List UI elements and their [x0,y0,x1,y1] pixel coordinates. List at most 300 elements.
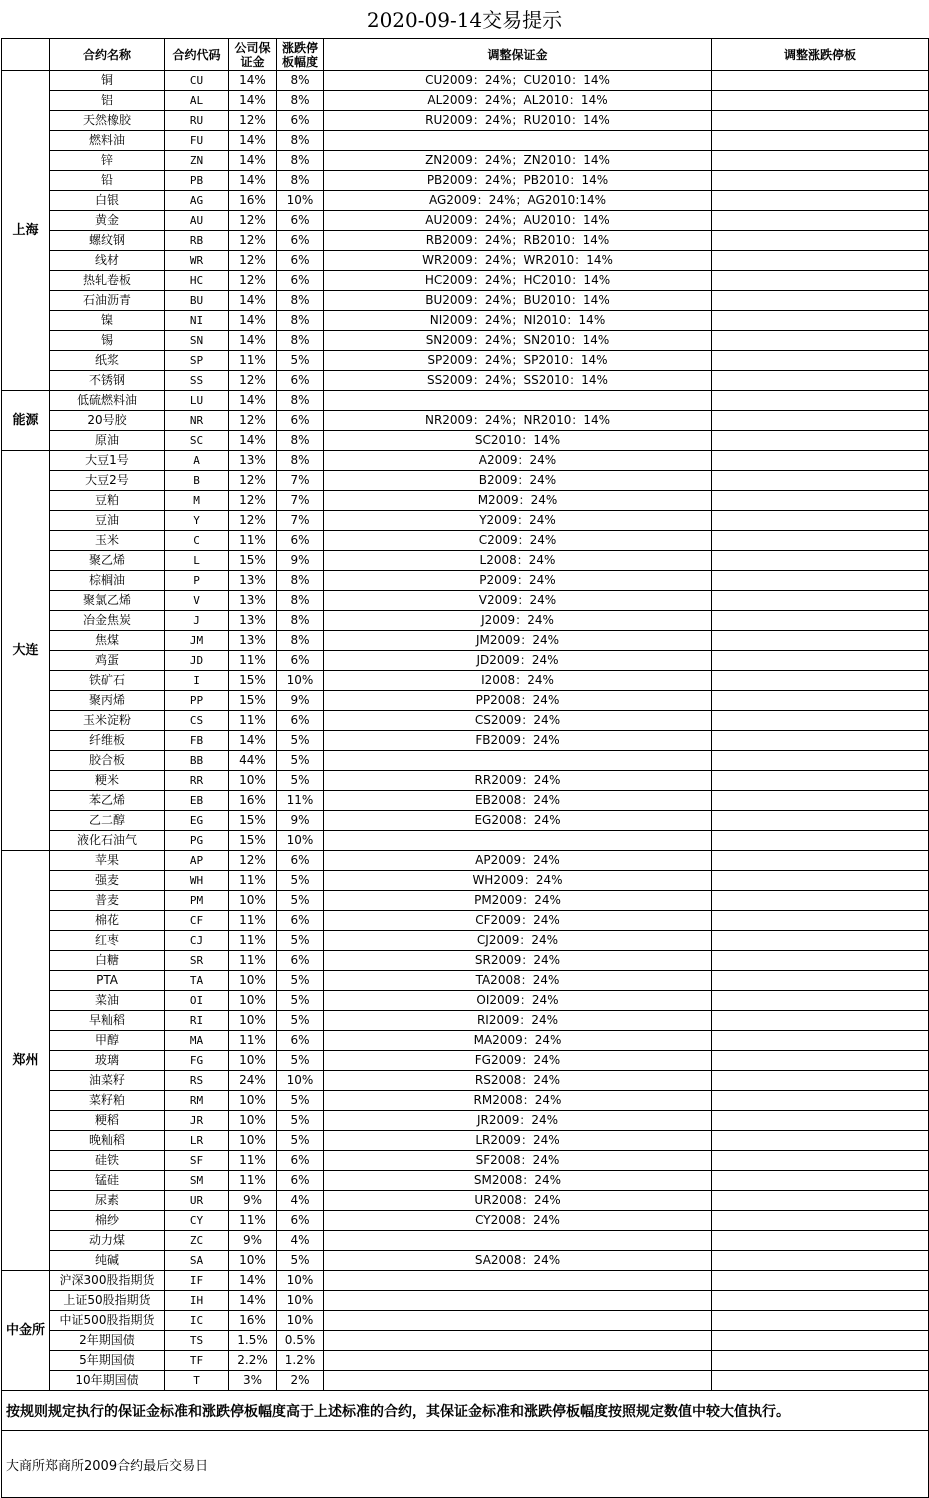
limit-range-cell: 8% [277,631,324,651]
adjusted-margin-cell: CY2008：24% [324,1211,712,1231]
contract-name-cell: 纯碱 [50,1251,165,1271]
table-row [2,811,929,831]
adjusted-margin-cell: EB2008：24% [324,791,712,811]
company-margin-cell: 14% [229,431,277,451]
limit-range-cell: 6% [277,531,324,551]
limit-range-cell: 6% [277,911,324,931]
adjusted-margin-cell: L2008：24% [324,551,712,571]
contract-name-cell: 上证50股指期货 [50,1291,165,1311]
adjusted-margin-cell: JM2009：24% [324,631,712,651]
contract-name-cell: 红枣 [50,931,165,951]
adjusted-margin-cell: PB2009：24%；PB2010：14% [324,171,712,191]
contract-code-cell: RU [165,111,229,131]
contract-code-cell: M [165,491,229,511]
limit-range-cell: 8% [277,451,324,471]
contract-code-cell: FG [165,1051,229,1071]
header-limit-range: 涨跌停板幅度 [277,39,324,71]
contract-code-cell: NR [165,411,229,431]
adjusted-margin-cell: SA2008：24% [324,1251,712,1271]
company-margin-cell: 11% [229,1171,277,1191]
adjusted-margin-cell: OI2009：24% [324,991,712,1011]
limit-range-cell: 10% [277,1271,324,1291]
adjusted-limit-cell [712,671,929,691]
adjusted-margin-cell: B2009：24% [324,471,712,491]
limit-range-cell: 5% [277,871,324,891]
table-row [2,571,929,591]
adjusted-margin-cell [324,131,712,151]
contract-name-cell: 镍 [50,311,165,331]
table-row [2,211,929,231]
adjusted-margin-cell [324,751,712,771]
header-adjusted-margin: 调整保证金 [324,39,712,71]
company-margin-cell: 3% [229,1371,277,1391]
contract-name-cell: 热轧卷板 [50,271,165,291]
limit-range-cell: 6% [277,411,324,431]
adjusted-limit-cell [712,491,929,511]
contract-name-cell: 锰硅 [50,1171,165,1191]
limit-range-cell: 5% [277,771,324,791]
adjusted-margin-cell: SM2008：24% [324,1171,712,1191]
adjusted-margin-cell: CS2009：24% [324,711,712,731]
contract-code-cell: CY [165,1211,229,1231]
contract-code-cell: V [165,591,229,611]
contract-name-cell: 焦煤 [50,631,165,651]
contract-code-cell: SA [165,1251,229,1271]
table-row [2,111,929,131]
company-margin-cell: 14% [229,1291,277,1311]
contract-name-cell: 20号胶 [50,411,165,431]
contract-code-cell: RM [165,1091,229,1111]
adjusted-limit-cell [712,371,929,391]
adjusted-limit-cell [712,1031,929,1051]
adjusted-limit-cell [712,1071,929,1091]
limit-range-cell: 8% [277,171,324,191]
adjusted-margin-cell: WR2009：24%；WR2010：14% [324,251,712,271]
contract-name-cell: 5年期国债 [50,1351,165,1371]
table-row [2,951,929,971]
contract-code-cell: JD [165,651,229,671]
limit-range-cell: 9% [277,691,324,711]
header-contract-name: 合约名称 [50,39,165,71]
limit-range-cell: 8% [277,291,324,311]
table-row [2,1011,929,1031]
contract-name-cell: 液化石油气 [50,831,165,851]
company-margin-cell: 14% [229,91,277,111]
header-adjusted-limit: 调整涨跌停板 [712,39,929,71]
table-row [2,71,929,91]
contract-name-cell: 硅铁 [50,1151,165,1171]
table-row [2,1231,929,1251]
limit-range-cell: 5% [277,971,324,991]
contract-code-cell: MA [165,1031,229,1051]
adjusted-limit-cell [712,291,929,311]
table-row [2,251,929,271]
adjusted-margin-cell: BU2009：24%；BU2010：14% [324,291,712,311]
contract-name-cell: 锡 [50,331,165,351]
page-title: 2020-09-14交易提示 [366,8,563,32]
adjusted-limit-cell [712,831,929,851]
adjusted-limit-cell [712,91,929,111]
company-margin-cell: 11% [229,1151,277,1171]
limit-range-cell: 6% [277,1031,324,1051]
adjusted-margin-cell: FG2009：24% [324,1051,712,1071]
adjusted-margin-cell: SF2008：24% [324,1151,712,1171]
table-row [2,691,929,711]
company-margin-cell: 14% [229,1271,277,1291]
header-row [2,39,929,71]
table-row [2,291,929,311]
adjusted-limit-cell [712,391,929,411]
contract-name-cell: 早籼稻 [50,1011,165,1031]
contract-code-cell: AG [165,191,229,211]
table-row [2,1271,929,1291]
adjusted-margin-cell: WH2009：24% [324,871,712,891]
table-row [2,971,929,991]
limit-range-cell: 10% [277,1291,324,1311]
company-margin-cell: 12% [229,111,277,131]
company-margin-cell: 10% [229,1091,277,1111]
limit-range-cell: 7% [277,511,324,531]
contract-name-cell: 10年期国债 [50,1371,165,1391]
contract-name-cell: 天然橡胶 [50,111,165,131]
limit-range-cell: 5% [277,931,324,951]
adjusted-limit-cell [712,1211,929,1231]
adjusted-limit-cell [712,1351,929,1371]
table-row [2,1091,929,1111]
limit-range-cell: 5% [277,1091,324,1111]
adjusted-margin-cell: HC2009：24%；HC2010：14% [324,271,712,291]
rule-note: 按规则规定执行的保证金标准和涨跌停板幅度高于上述标准的合约，其保证金标准和涨跌停板幅度按照规定数值中较大值执行。 [2,1391,929,1431]
limit-range-cell: 10% [277,831,324,851]
company-margin-cell: 13% [229,631,277,651]
limit-range-cell: 4% [277,1231,324,1251]
adjusted-limit-cell [712,791,929,811]
company-margin-cell: 13% [229,611,277,631]
contract-name-cell: 大豆2号 [50,471,165,491]
table-row [2,651,929,671]
adjusted-limit-cell [712,1171,929,1191]
adjusted-limit-cell [712,591,929,611]
contract-code-cell: PM [165,891,229,911]
company-margin-cell: 9% [229,1231,277,1251]
adjusted-margin-cell: JR2009：24% [324,1111,712,1131]
contract-code-cell: PG [165,831,229,851]
table-row [2,1331,929,1351]
adjusted-margin-cell: AL2009：24%；AL2010：14% [324,91,712,111]
table-row [2,1031,929,1051]
contract-code-cell: RR [165,771,229,791]
contract-code-cell: IC [165,1311,229,1331]
contract-code-cell: J [165,611,229,631]
adjusted-limit-cell [712,1131,929,1151]
limit-range-cell: 5% [277,1251,324,1271]
contract-name-cell: 普麦 [50,891,165,911]
company-margin-cell: 12% [229,271,277,291]
limit-range-cell: 5% [277,351,324,371]
contract-code-cell: SN [165,331,229,351]
table-row [2,91,929,111]
contract-name-cell: 苯乙烯 [50,791,165,811]
table-row [2,791,929,811]
contract-code-cell: SP [165,351,229,371]
adjusted-margin-cell: RB2009：24%；RB2010：14% [324,231,712,251]
limit-range-cell: 8% [277,391,324,411]
contract-code-cell: WH [165,871,229,891]
contract-name-cell: 不锈钢 [50,371,165,391]
table-row [2,631,929,651]
contract-code-cell: PP [165,691,229,711]
contract-code-cell: CS [165,711,229,731]
adjusted-limit-cell [712,711,929,731]
contract-name-cell: 粳稻 [50,1111,165,1131]
adjusted-limit-cell [712,431,929,451]
adjusted-limit-cell [712,1111,929,1131]
contract-code-cell: Y [165,511,229,531]
limit-range-cell: 6% [277,851,324,871]
contract-code-cell: T [165,1371,229,1391]
table-row [2,331,929,351]
adjusted-margin-cell: LR2009：24% [324,1131,712,1151]
contract-name-cell: 白糖 [50,951,165,971]
company-margin-cell: 13% [229,591,277,611]
limit-range-cell: 10% [277,191,324,211]
table-row [2,131,929,151]
contract-code-cell: B [165,471,229,491]
contract-code-cell: IH [165,1291,229,1311]
adjusted-margin-cell: V2009：24% [324,591,712,611]
limit-range-cell: 7% [277,491,324,511]
contract-name-cell: 纸浆 [50,351,165,371]
adjusted-margin-cell: RR2009：24% [324,771,712,791]
company-margin-cell: 11% [229,1031,277,1051]
contract-name-cell: 冶金焦炭 [50,611,165,631]
contract-code-cell: CU [165,71,229,91]
company-margin-cell: 10% [229,1111,277,1131]
adjusted-margin-cell: RI2009：24% [324,1011,712,1031]
adjusted-limit-cell [712,1151,929,1171]
contract-code-cell: ZN [165,151,229,171]
adjusted-margin-cell: RU2009：24%；RU2010：14% [324,111,712,131]
contract-code-cell: RS [165,1071,229,1091]
contract-code-cell: P [165,571,229,591]
table-row [2,1351,929,1371]
contract-name-cell: 尿素 [50,1191,165,1211]
company-margin-cell: 11% [229,951,277,971]
contract-name-cell: 菜籽粕 [50,1091,165,1111]
adjusted-limit-cell [712,1051,929,1071]
adjusted-margin-cell: CF2009：24% [324,911,712,931]
adjusted-limit-cell [712,1251,929,1271]
adjusted-limit-cell [712,611,929,631]
limit-range-cell: 6% [277,211,324,231]
adjusted-limit-cell [712,971,929,991]
table-row [2,1131,929,1151]
adjusted-limit-cell [712,151,929,171]
company-margin-cell: 10% [229,1251,277,1271]
contract-name-cell: PTA [50,971,165,991]
adjusted-limit-cell [712,651,929,671]
table-row [2,991,929,1011]
limit-range-cell: 6% [277,231,324,251]
limit-range-cell: 10% [277,1311,324,1331]
limit-range-cell: 8% [277,571,324,591]
company-margin-cell: 14% [229,151,277,171]
limit-range-cell: 5% [277,1011,324,1031]
company-margin-cell: 12% [229,251,277,271]
company-margin-cell: 12% [229,231,277,251]
contract-name-cell: 锌 [50,151,165,171]
contract-name-cell: 棉纱 [50,1211,165,1231]
adjusted-limit-cell [712,411,929,431]
table-row [2,531,929,551]
margin-table [1,38,929,1498]
adjusted-margin-cell: SS2009：24%；SS2010：14% [324,371,712,391]
table-row [2,731,929,751]
contract-name-cell: 聚丙烯 [50,691,165,711]
contract-code-cell: C [165,531,229,551]
contract-name-cell: 玉米 [50,531,165,551]
company-margin-cell: 13% [229,451,277,471]
contract-code-cell: BU [165,291,229,311]
company-margin-cell: 12% [229,411,277,431]
exchange-cell: 郑州 [2,851,50,1271]
company-margin-cell: 14% [229,731,277,751]
adjusted-limit-cell [712,631,929,651]
header-exchange [2,39,50,71]
contract-name-cell: 玉米淀粉 [50,711,165,731]
adjusted-limit-cell [712,751,929,771]
limit-range-cell: 6% [277,1211,324,1231]
adjusted-margin-cell: AU2009：24%；AU2010：14% [324,211,712,231]
adjusted-limit-cell [712,871,929,891]
contract-name-cell: 豆油 [50,511,165,531]
table-row [2,911,929,931]
contract-name-cell: 胶合板 [50,751,165,771]
limit-range-cell: 7% [277,471,324,491]
adjusted-limit-cell [712,1231,929,1251]
adjusted-limit-cell [712,171,929,191]
contract-name-cell: 聚乙烯 [50,551,165,571]
company-margin-cell: 14% [229,291,277,311]
contract-name-cell: 聚氯乙烯 [50,591,165,611]
contract-code-cell: SS [165,371,229,391]
adjusted-limit-cell [712,771,929,791]
company-margin-cell: 12% [229,511,277,531]
contract-code-cell: OI [165,991,229,1011]
adjusted-limit-cell [712,1291,929,1311]
adjusted-margin-cell [324,1291,712,1311]
company-margin-cell: 14% [229,171,277,191]
contract-name-cell: 白银 [50,191,165,211]
header-contract-code: 合约代码 [165,39,229,71]
header-company-margin: 公司保证金 [229,39,277,71]
adjusted-limit-cell [712,111,929,131]
table-row [2,1211,929,1231]
table-row [2,311,929,331]
table-row [2,851,929,871]
adjusted-margin-cell: CU2009：24%；CU2010：14% [324,71,712,91]
limit-range-cell: 8% [277,131,324,151]
contract-code-cell: TA [165,971,229,991]
company-margin-cell: 14% [229,131,277,151]
exchange-cell: 能源 [2,391,50,451]
adjusted-margin-cell [324,391,712,411]
adjusted-margin-cell [324,1231,712,1251]
exchange-cell: 大连 [2,451,50,851]
table-row [2,931,929,951]
table-row [2,891,929,911]
contract-name-cell: 菜油 [50,991,165,1011]
contract-name-cell: 棕榈油 [50,571,165,591]
table-row [2,451,929,471]
table-row [2,1191,929,1211]
contract-code-cell: SC [165,431,229,451]
table-row [2,711,929,731]
adjusted-margin-cell: NR2009：24%；NR2010：14% [324,411,712,431]
contract-code-cell: TF [165,1351,229,1371]
adjusted-limit-cell [712,1311,929,1331]
adjusted-margin-cell: RM2008：24% [324,1091,712,1111]
limit-range-cell: 5% [277,1131,324,1151]
company-margin-cell: 12% [229,371,277,391]
limit-range-cell: 5% [277,751,324,771]
company-margin-cell: 12% [229,211,277,231]
adjusted-limit-cell [712,131,929,151]
contract-name-cell: 强麦 [50,871,165,891]
contract-code-cell: NI [165,311,229,331]
limit-range-cell: 6% [277,951,324,971]
table-row [2,491,929,511]
contract-name-cell: 棉花 [50,911,165,931]
table-row [2,431,929,451]
adjusted-margin-cell: AG2009：24%；AG2010:14% [324,191,712,211]
limit-range-cell: 2% [277,1371,324,1391]
adjusted-margin-cell: C2009：24% [324,531,712,551]
contract-code-cell: L [165,551,229,571]
limit-range-cell: 5% [277,1111,324,1131]
adjusted-margin-cell [324,1351,712,1371]
adjusted-limit-cell [712,1271,929,1291]
company-margin-cell: 11% [229,531,277,551]
limit-range-cell: 6% [277,711,324,731]
contract-code-cell: FB [165,731,229,751]
contract-code-cell: AU [165,211,229,231]
company-margin-cell: 14% [229,71,277,91]
contract-code-cell: EG [165,811,229,831]
table-row [2,871,929,891]
contract-name-cell: 晚籼稻 [50,1131,165,1151]
adjusted-limit-cell [712,691,929,711]
limit-range-cell: 6% [277,371,324,391]
adjusted-limit-cell [712,451,929,471]
adjusted-margin-cell [324,1371,712,1391]
adjusted-margin-cell: J2009：24% [324,611,712,631]
contract-code-cell: AP [165,851,229,871]
company-margin-cell: 10% [229,1051,277,1071]
contract-code-cell: HC [165,271,229,291]
adjusted-margin-cell: SP2009：24%；SP2010：14% [324,351,712,371]
contract-name-cell: 中证500股指期货 [50,1311,165,1331]
contract-code-cell: PB [165,171,229,191]
adjusted-margin-cell [324,1331,712,1351]
adjusted-margin-cell: JD2009：24% [324,651,712,671]
table-row [2,671,929,691]
adjusted-limit-cell [712,331,929,351]
contract-code-cell: SR [165,951,229,971]
company-margin-cell: 16% [229,791,277,811]
adjusted-limit-cell [712,531,929,551]
adjusted-limit-cell [712,991,929,1011]
